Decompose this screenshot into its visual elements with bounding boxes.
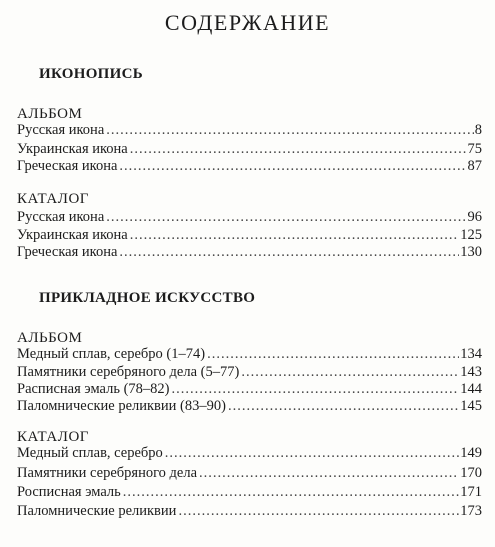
leader-dots bbox=[119, 157, 466, 176]
entry-title: Русская икона bbox=[17, 209, 105, 225]
entry-title: Медный сплав, серебро (1–74) bbox=[17, 346, 206, 362]
toc-entry[interactable] bbox=[17, 157, 482, 176]
part-heading-iconography: ИКОНОПИСЬ bbox=[39, 66, 143, 82]
page-title: СОДЕРЖАНИЕ bbox=[164, 10, 331, 35]
entry-page: 170 bbox=[460, 465, 482, 481]
leader-dots bbox=[165, 444, 459, 463]
entry-title: Паломнические реликвии (83–90) bbox=[17, 398, 226, 414]
leader-dots bbox=[228, 397, 459, 416]
toc-entry[interactable] bbox=[17, 121, 482, 140]
entry-title: Памятники серебряного дела bbox=[17, 465, 198, 481]
toc-entry[interactable] bbox=[17, 502, 482, 521]
section-label-album: АЛЬБОМ bbox=[17, 106, 83, 122]
toc-entry[interactable] bbox=[17, 243, 482, 262]
toc-entry[interactable] bbox=[17, 208, 482, 227]
entry-page: 171 bbox=[460, 484, 482, 500]
entry-page: 8 bbox=[474, 122, 482, 138]
entry-title: Росписная эмаль bbox=[17, 484, 121, 500]
entry-page: 143 bbox=[460, 364, 482, 380]
entry-title: Украинская икона bbox=[17, 141, 128, 157]
entry-title: Русская икона bbox=[17, 122, 105, 138]
entry-title: Медный сплав, серебро bbox=[17, 445, 163, 461]
entry-page: 145 bbox=[460, 398, 482, 414]
leader-dots bbox=[207, 345, 459, 364]
section-label-catalog: КАТАЛОГ bbox=[17, 191, 89, 207]
leader-dots bbox=[123, 483, 459, 502]
leader-dots bbox=[106, 121, 473, 140]
entry-title: Паломнические реликвии bbox=[17, 503, 177, 519]
entry-page: 125 bbox=[460, 227, 482, 243]
entry-title: Украинская икона bbox=[17, 227, 128, 243]
entry-page: 87 bbox=[467, 158, 482, 174]
toc-entry[interactable] bbox=[17, 345, 482, 364]
section-label-catalog: КАТАЛОГ bbox=[17, 429, 89, 445]
leader-dots bbox=[178, 502, 459, 521]
entry-page: 96 bbox=[467, 209, 482, 225]
toc-entry[interactable] bbox=[17, 483, 482, 502]
entry-page: 75 bbox=[467, 141, 482, 157]
toc-entry[interactable] bbox=[17, 444, 482, 463]
entry-page: 173 bbox=[460, 503, 482, 519]
toc-entry[interactable] bbox=[17, 397, 482, 416]
section-label-album: АЛЬБОМ bbox=[17, 330, 83, 346]
toc-entry[interactable] bbox=[17, 464, 482, 483]
part-heading-applied-art: ПРИКЛАДНОЕ ИСКУССТВО bbox=[39, 290, 256, 306]
entry-title: Греческая икона bbox=[17, 158, 118, 174]
entry-page: 144 bbox=[460, 381, 482, 397]
entry-page: 130 bbox=[460, 244, 482, 260]
entry-title: Расписная эмаль (78–82) bbox=[17, 381, 170, 397]
leader-dots bbox=[199, 464, 459, 483]
entry-page: 134 bbox=[460, 346, 482, 362]
entry-title: Памятники серебряного дела (5–77) bbox=[17, 364, 240, 380]
leader-dots bbox=[119, 243, 459, 262]
leader-dots bbox=[106, 208, 466, 227]
entry-page: 149 bbox=[460, 445, 482, 461]
entry-title: Греческая икона bbox=[17, 244, 118, 260]
